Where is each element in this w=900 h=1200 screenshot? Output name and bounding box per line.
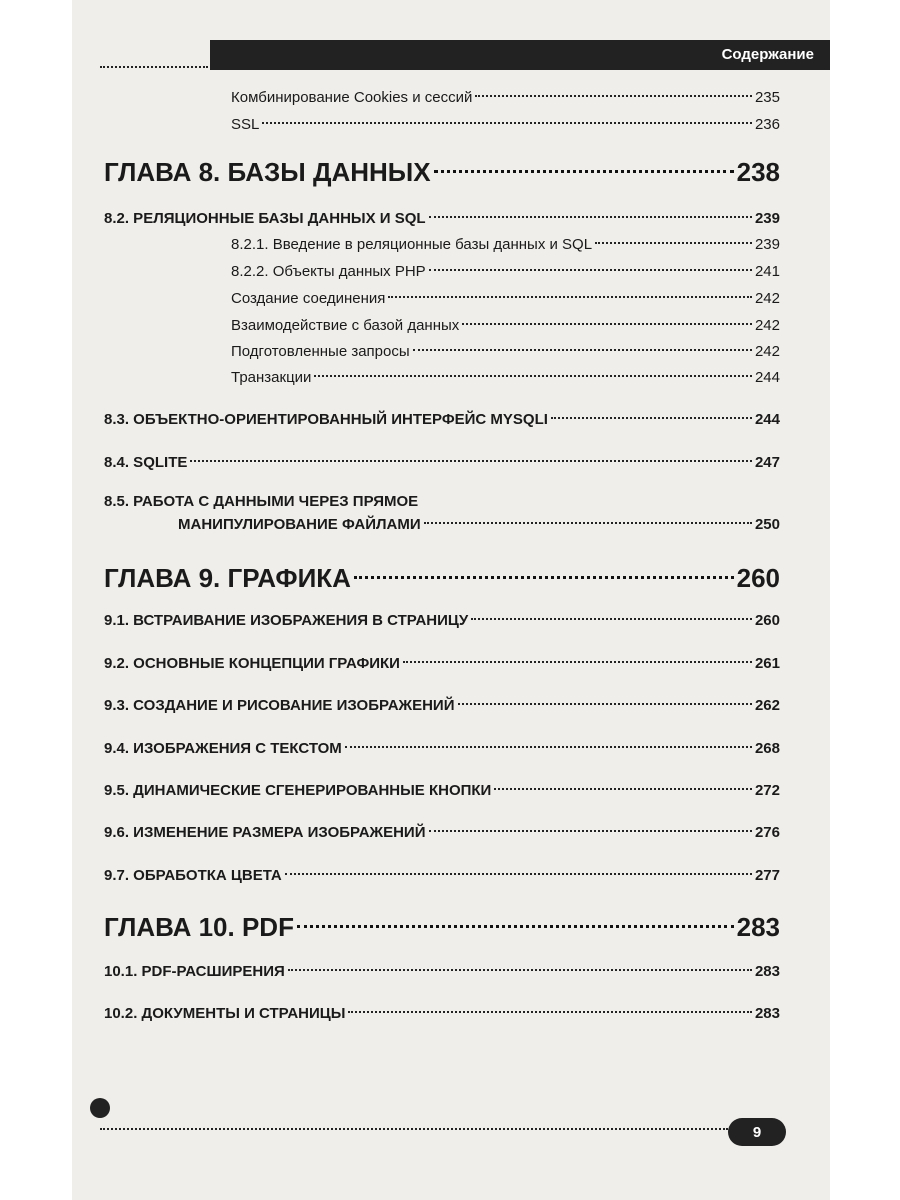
section-page: 268 (754, 740, 780, 757)
toc-section[interactable] (104, 867, 780, 884)
subsection-label: Подготовленные запросы (231, 343, 410, 360)
dot-leader (285, 873, 752, 875)
page-number: 9 (728, 1118, 786, 1146)
subsection-page: 242 (754, 343, 780, 360)
toc-chapter-8[interactable] (104, 157, 780, 188)
toc-section[interactable] (104, 411, 780, 428)
chapter-page: 260 (736, 563, 780, 593)
section-page: 283 (754, 963, 780, 980)
toc-subsection[interactable] (231, 369, 780, 386)
dot-leader (354, 576, 734, 579)
dot-leader (190, 460, 752, 462)
toc-section[interactable] (178, 516, 780, 533)
chapter-page: 238 (736, 157, 780, 187)
dot-leader (348, 1011, 752, 1013)
toc-section[interactable] (104, 612, 780, 629)
dot-leader (462, 323, 752, 325)
section-label: 8.2. РЕЛЯЦИОННЫЕ БАЗЫ ДАННЫХ И SQL (104, 210, 426, 227)
section-page: 276 (754, 824, 780, 841)
section-page: 250 (754, 516, 780, 533)
section-label: 9.3. СОЗДАНИЕ И РИСОВАНИЕ ИЗОБРАЖЕНИЙ (104, 697, 455, 714)
chapter-title: ГЛАВА 9. ГРАФИКА (104, 563, 351, 593)
toc-section[interactable] (104, 210, 780, 227)
subsection-page: 242 (754, 290, 780, 307)
section-page: 247 (754, 454, 780, 471)
subsection-label: Создание соединения (231, 290, 386, 307)
dot-leader (458, 703, 752, 705)
chapter-page: 283 (736, 912, 780, 942)
subsection-label: 8.2.1. Введение в реляционные базы данных и SQL (231, 236, 593, 253)
toc-subsection[interactable] (231, 317, 780, 334)
section-label: 9.5. ДИНАМИЧЕСКИЕ СГЕНЕРИРОВАННЫЕ КНОПКИ (104, 782, 492, 799)
toc-entry-page: 236 (754, 116, 780, 133)
subsection-page: 242 (754, 317, 780, 334)
toc-section[interactable] (104, 782, 780, 799)
dot-leader (297, 925, 734, 928)
section-page: 261 (754, 655, 780, 672)
chapter-title: ГЛАВА 8. БАЗЫ ДАННЫХ (104, 157, 431, 187)
subsection-page: 239 (754, 236, 780, 253)
section-page: 239 (754, 210, 780, 227)
section-label-line2: МАНИПУЛИРОВАНИЕ ФАЙЛАМИ (178, 516, 421, 533)
section-page: 260 (754, 612, 780, 629)
section-page: 244 (754, 411, 780, 428)
section-page: 262 (754, 697, 780, 714)
dot-leader (388, 296, 752, 298)
subsection-page: 244 (754, 369, 780, 386)
dot-leader (429, 830, 752, 832)
section-page: 272 (754, 782, 780, 799)
dot-leader (345, 746, 752, 748)
section-page: 283 (754, 1005, 780, 1022)
dot-leader (429, 269, 752, 271)
section-label: 10.2. ДОКУМЕНТЫ И СТРАНИЦЫ (104, 1005, 346, 1022)
dot-leader (551, 417, 752, 419)
toc-chapter-9[interactable] (104, 563, 780, 594)
toc-section[interactable] (104, 454, 780, 471)
toc-entry-label: SSL (231, 116, 260, 133)
toc-chapter-10[interactable] (104, 912, 780, 943)
section-label: 8.3. ОБЪЕКТНО-ОРИЕНТИРОВАННЫЙ ИНТЕРФЕЙС MYSQLI (104, 411, 548, 428)
header-dotted-rule (100, 66, 208, 68)
toc-section[interactable] (104, 740, 780, 757)
dot-leader (494, 788, 752, 790)
dot-leader (471, 618, 752, 620)
section-label: 9.2. ОСНОВНЫЕ КОНЦЕПЦИИ ГРАФИКИ (104, 655, 400, 672)
toc-subsection[interactable] (231, 236, 780, 253)
section-label: 10.1. PDF-РАСШИРЕНИЯ (104, 963, 285, 980)
toc-entry-label: Комбинирование Cookies и сессий (231, 89, 473, 106)
subsection-label: Транзакции (231, 369, 312, 386)
page-corner-dot-icon (90, 1098, 110, 1118)
toc-subsection[interactable] (231, 290, 780, 307)
toc-entry-page: 235 (754, 89, 780, 106)
dot-leader (595, 242, 752, 244)
toc-section[interactable] (104, 824, 780, 841)
section-label-line1: 8.5. РАБОТА С ДАННЫМИ ЧЕРЕЗ ПРЯМОЕ (104, 493, 419, 510)
toc-section[interactable] (104, 697, 780, 714)
dot-leader (403, 661, 752, 663)
dot-leader (413, 349, 752, 351)
toc-section[interactable] (104, 655, 780, 672)
subsection-page: 241 (754, 263, 780, 280)
section-label: 9.7. ОБРАБОТКА ЦВЕТА (104, 867, 282, 884)
section-label: 8.4. SQLITE (104, 454, 188, 471)
toc-subsection[interactable] (231, 263, 780, 280)
header-title: Содержание (721, 46, 814, 63)
footer-dotted-rule (100, 1128, 728, 1130)
dot-leader (288, 969, 752, 971)
toc-section[interactable] (104, 963, 780, 980)
dot-leader (314, 375, 752, 377)
toc-section[interactable] (104, 1005, 780, 1022)
section-label: 9.1. ВСТРАИВАНИЕ ИЗОБРАЖЕНИЯ В СТРАНИЦУ (104, 612, 469, 629)
subsection-label: Взаимодействие с базой данных (231, 317, 460, 334)
toc-entry[interactable] (231, 116, 780, 133)
running-header (210, 40, 830, 70)
section-label: 9.4. ИЗОБРАЖЕНИЯ С ТЕКСТОМ (104, 740, 342, 757)
dot-leader (429, 216, 752, 218)
section-label: 9.6. ИЗМЕНЕНИЕ РАЗМЕРА ИЗОБРАЖЕНИЙ (104, 824, 426, 841)
toc-subsection[interactable] (231, 343, 780, 360)
section-page: 277 (754, 867, 780, 884)
dot-leader (434, 170, 734, 173)
toc-entry[interactable] (231, 89, 780, 106)
dot-leader (475, 95, 752, 97)
dot-leader (262, 122, 752, 124)
subsection-label: 8.2.2. Объекты данных PHP (231, 263, 426, 280)
chapter-title: ГЛАВА 10. PDF (104, 912, 294, 942)
dot-leader (424, 522, 752, 524)
